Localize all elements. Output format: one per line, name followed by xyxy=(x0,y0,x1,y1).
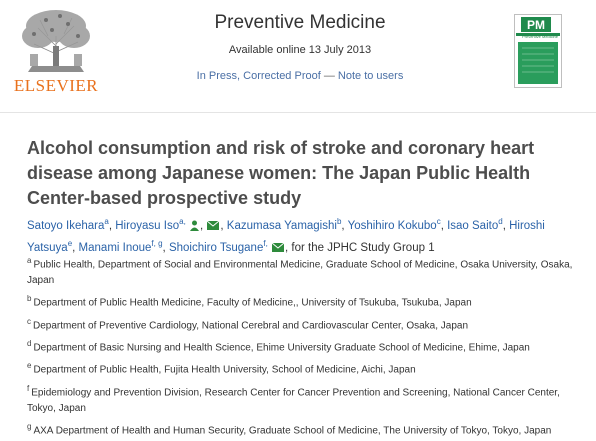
email-icon[interactable] xyxy=(272,243,284,252)
email-icon[interactable] xyxy=(207,221,219,230)
affiliation-item xyxy=(27,336,587,356)
author-name[interactable]: Hiroyasu Iso xyxy=(115,219,180,232)
affiliation-marker: f xyxy=(27,383,30,393)
author-affiliation-marker[interactable]: e xyxy=(67,238,73,248)
affiliation-text: Department of Public Health, Fujita Health University, School of Medicine, Aichi, Japan xyxy=(33,364,416,376)
article-header xyxy=(0,0,596,112)
author-name[interactable]: Shoichiro Tsugane xyxy=(168,241,264,254)
affiliation-text: Department of Public Health Medicine, Faculty of Medicine,, University of Tsukuba, Tsukuba, Japan xyxy=(33,297,472,309)
affiliation-list xyxy=(27,253,587,441)
author-affiliation-marker[interactable]: f, g xyxy=(151,238,163,248)
header-divider xyxy=(0,112,596,113)
author-affiliation-marker[interactable]: d xyxy=(498,217,503,226)
affiliation-marker: g xyxy=(27,421,32,431)
affiliation-text: Department of Preventive Cardiology, National Cerebral and Cardiovascular Center, Osaka, Japan xyxy=(33,319,469,331)
available-online-date: Available online 13 July 2013 xyxy=(228,44,372,56)
affiliation-item xyxy=(27,314,587,334)
affiliation-item xyxy=(27,381,587,417)
affiliation-marker: d xyxy=(27,338,32,348)
affiliation-item xyxy=(27,253,587,289)
author-name[interactable]: Yoshihiro Kokubo xyxy=(347,219,437,232)
note-to-users-link[interactable]: Note to users xyxy=(337,70,404,82)
journal-cover[interactable] xyxy=(514,14,562,88)
author-affiliation-marker[interactable]: f, xyxy=(263,238,268,248)
affiliation-marker: e xyxy=(27,361,32,371)
author-affiliation-marker[interactable]: a xyxy=(104,217,109,226)
in-press-link[interactable]: In Press, Corrected Proof xyxy=(196,70,321,82)
cover-journal-name: Preventive Medicine xyxy=(521,34,559,39)
status-separator: — xyxy=(320,70,338,82)
author-affiliation-marker[interactable]: b xyxy=(336,217,342,226)
study-group: for the JPHC Study Group 1 xyxy=(291,241,435,254)
affiliation-marker: b xyxy=(27,294,32,304)
affiliation-item xyxy=(27,419,587,439)
article-title: Alcohol consumption and risk of stroke and coronary heart disease among Japanese women: The Japan Public Health Center-based prospective study xyxy=(27,138,535,208)
affiliation-item xyxy=(27,291,587,311)
author-name[interactable]: Isao Saito xyxy=(447,219,499,232)
publisher-name: ELSEVIER xyxy=(13,76,99,95)
affiliation-item xyxy=(27,358,587,378)
corresponding-author-icon[interactable] xyxy=(190,220,199,231)
author-affiliation-marker[interactable]: c xyxy=(436,217,441,226)
author-name[interactable]: Satoyo Ikehara xyxy=(27,219,105,232)
affiliation-text: Department of Basic Nursing and Health Science, Ehime University Graduate School of Medicine, Ehime, Japan xyxy=(33,342,530,354)
affiliation-text: Epidemiology and Prevention Division, Research Center for Cancer Prevention and Screening, National Cancer Center, Tokyo, Japan xyxy=(27,386,560,414)
journal-title-link[interactable]: Preventive Medicine xyxy=(214,12,386,33)
author-name[interactable]: Kazumasa Yamagishi xyxy=(226,219,337,232)
affiliation-text: AXA Department of Health and Human Security, Graduate School of Medicine, The University of Tokyo, Tokyo, Japan xyxy=(33,425,552,437)
affiliation-marker: a xyxy=(27,256,32,265)
affiliation-text: Public Health, Department of Social and Environmental Medicine, Graduate School of Medicine, Osaka University, Osaka, Japan xyxy=(27,259,573,287)
author-list: Satoyo Ikehara$^a$, Hiroyasu Iso$^{a,}$ , , Kazumasa Yamagishi$^b$, Yoshihiro Kokubo$^c$, Isao Saito$^d$, Hiroshi Yatsuya$^e$, Manami Inoue$^{f, g}$, Shoichiro Tsugane$^{f,}$ , for the JPHC Study Group 1 xyxy=(27,217,545,254)
cover-logo-text: PM xyxy=(527,18,545,32)
affiliation-marker: c xyxy=(27,316,31,326)
author-name[interactable]: Manami Inoue xyxy=(78,241,152,254)
author-affiliation-marker[interactable]: a, xyxy=(179,217,186,226)
publication-status xyxy=(150,70,450,82)
author-name[interactable]: Hiroshi Yatsuya xyxy=(27,219,545,254)
